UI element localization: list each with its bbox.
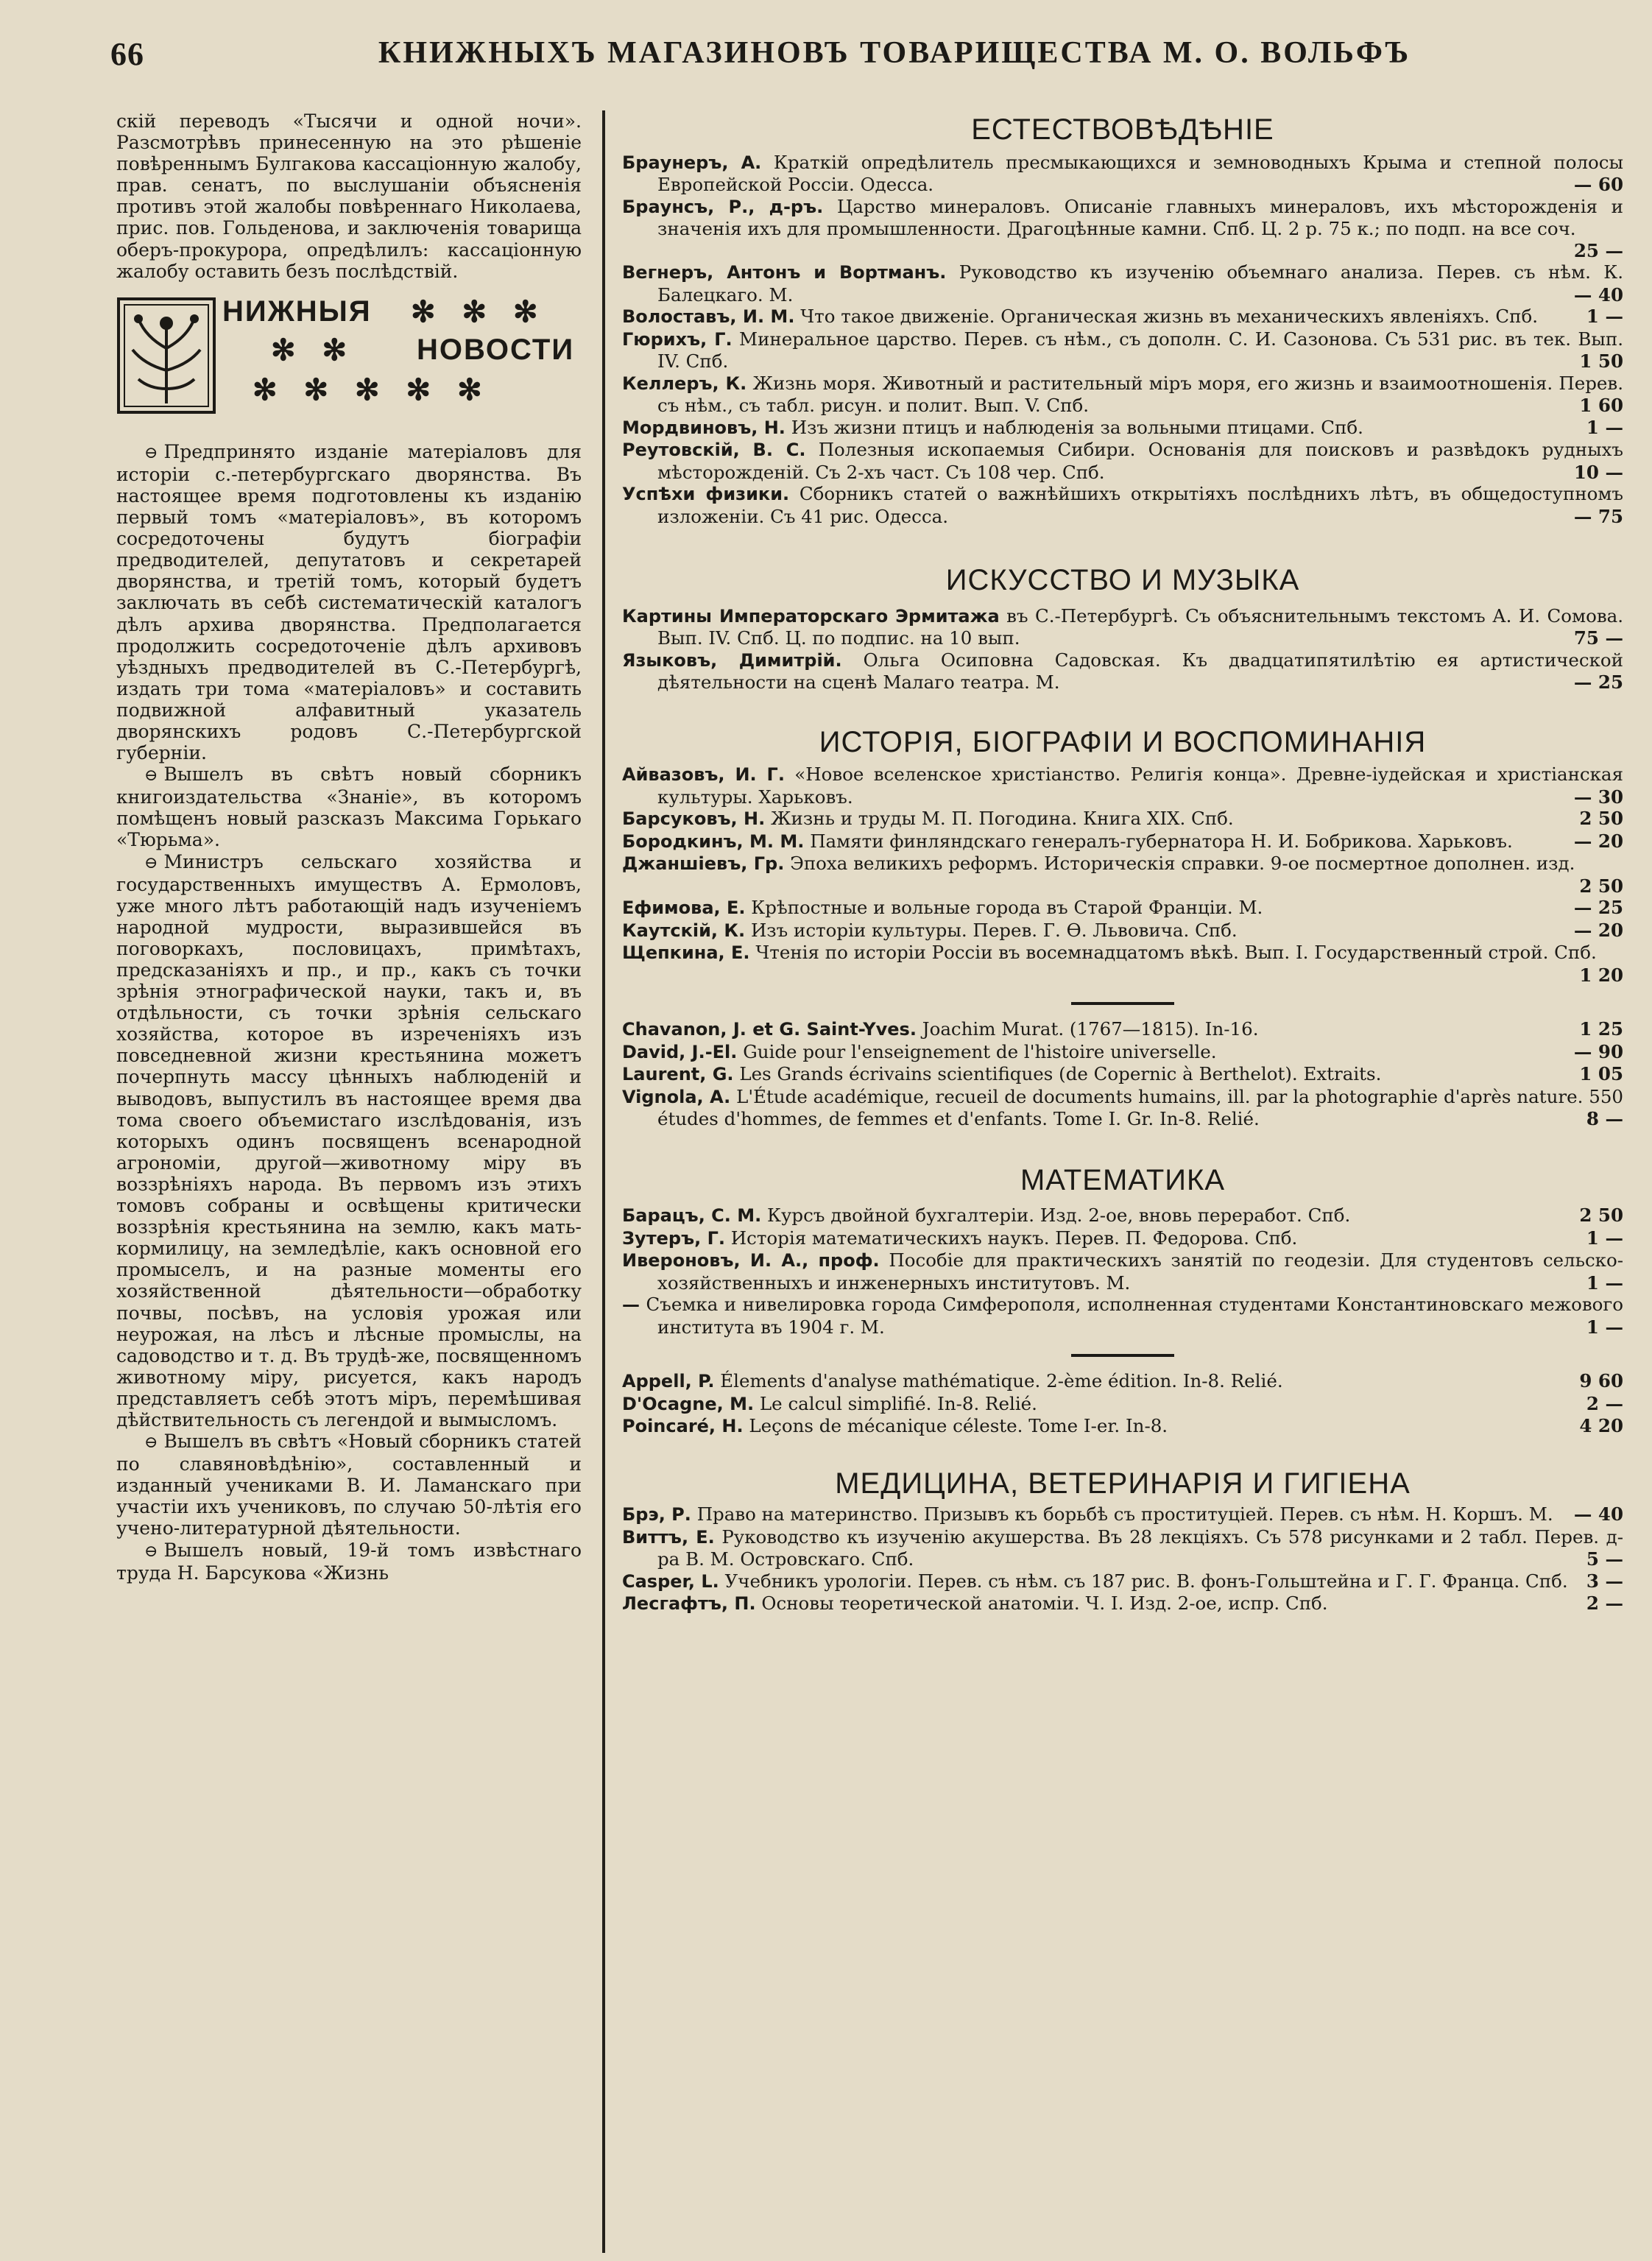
entry-author: Вегнеръ, Антонъ и Вортманъ. <box>622 262 947 283</box>
catalog-entry <box>622 196 1623 262</box>
entry-price: — 75 <box>1573 505 1623 527</box>
catalog-entry <box>622 763 1623 808</box>
entry-author: Каутскій, К. <box>622 920 746 941</box>
catalog-entry <box>622 1415 1623 1438</box>
entry-author: Лесгафтъ, П. <box>622 1593 756 1614</box>
running-title: КНИЖНЫХЪ МАГАЗИНОВЪ ТОВАРИЩЕСТВА М. О. ВОЛЬФЪ <box>378 36 1411 70</box>
news-item: ⊖ Вышелъ въ свѣтъ новый сборникъ книгоиздательства «Знаніе», въ которомъ помѣщенъ новый разсказъ Максима Горькаго «Тюрьма». <box>116 763 582 851</box>
entry-author: Ивероновъ, И. А., проф. <box>622 1250 880 1271</box>
catalog-entry <box>622 1503 1623 1526</box>
entry-title: Полезныя ископаемыя Сибири. Основанія для поисковъ и развѣдокъ рудныхъ мѣсторожденій. Съ 2-хъ част. Съ 108 чер. Спб. <box>657 439 1623 483</box>
entry-title: «Новое вселенское христіанство. Религія конца». Древне-іудейская и христіанская культуры. Харьковъ. <box>657 763 1623 808</box>
entry-author: Брэ, Р. <box>622 1504 691 1525</box>
news-bullet-icon: ⊖ <box>144 853 158 872</box>
entry-price: — 20 <box>1573 919 1623 941</box>
entry-title: Основы теоретической анатоміи. Ч. I. Изд. 2-ое, испр. Спб. <box>761 1592 1328 1614</box>
entry-price: 1 — <box>1586 1316 1623 1338</box>
news-bullet-icon: ⊖ <box>144 1542 158 1561</box>
entry-price: 9 60 <box>1579 1370 1623 1391</box>
court-report-paragraph: скій переводъ «Тысячи и одной ночи». Разсмотрѣвъ принесенную на это рѣшеніе повѣреннымъ Булгакова кассаціонную жалобу, прав. сенатъ, по выслушаніи объясненія противъ этой жалобы повѣреннаго Николаева, прис. пов. Гольденова, и заключенія товарища оберъ-прокурора, опредѣлилъ: кассаціонную жалобу оставить безъ послѣдствій. <box>116 110 582 282</box>
entry-author: D'Ocagne, M. <box>622 1393 755 1414</box>
entry-title: Joachim Murat. (1767—1815). In-16. <box>922 1018 1259 1040</box>
entry-title: Leçons de mécanique céleste. Tome I-er. In-8. <box>749 1415 1168 1436</box>
catalog-entry <box>622 853 1623 897</box>
entry-author: Casper, L. <box>622 1570 719 1592</box>
entry-price: 3 — <box>1586 1570 1623 1592</box>
entry-price: — 25 <box>1573 897 1623 918</box>
entry-price: — 40 <box>1573 283 1623 306</box>
entry-title: Изъ исторіи культуры. Перев. Г. Ѳ. Львовича. Спб. <box>750 919 1238 941</box>
entry-title: Сборникъ статей о важнѣйшихъ открытіяхъ послѣднихъ лѣтъ, въ общедоступномъ изложеніи. Съ 41 рис. Одесса. <box>657 483 1623 527</box>
catalog-entry <box>622 897 1623 920</box>
entry-price: 2 50 <box>1579 1204 1623 1226</box>
news-item: ⊖ Министръ сельскаго хозяйства и государственныхъ имуществъ А. Ермоловъ, уже много лѣтъ работающій надъ изученіемъ народной мудрости, выразившейся въ поговоркахъ, пословицахъ, примѣтахъ, предсказаніяхъ и пр., и пр., какъ съ точки зрѣнія этнографической науки, такъ и, въ отдѣльности, съ точки зрѣнія сельскаго хозяйства, которое въ изреченіяхъ изъ повседневной жизни крестьянина можетъ почерпнуть массу цѣнныхъ наблюденій и выводовъ, выпустилъ въ настоящее время два тома своего объемистаго изслѣдованія, изъ которыхъ одинъ посвященъ всенародной агрономіи, другой—животному міру въ воззрѣніяхъ народа. Въ первомъ изъ этихъ томовъ собраны и освѣщены критически воззрѣнія крестьянина на землю, какъ мать-кормилицу, на земледѣліе, какъ основной его промыселъ, и на разные моменты его хозяйственной дѣятельности—обработку почвы, посѣвъ, на условія урожая или неурожая, на лѣсъ и лѣсные промыслы, на садоводство и т. д. Въ трудѣ-же, посвященномъ животному міру, рисуется, какъ народъ представляетъ себѣ этотъ міръ, перемѣшивая дѣйствительность съ легендой и вымысломъ. <box>116 850 582 1431</box>
news-bullet-icon: ⊖ <box>144 1433 158 1453</box>
entry-author: Картины Императорскаго Эрмитажа <box>622 605 1000 627</box>
catalog-entry <box>622 1393 1623 1416</box>
entry-author: Chavanon, J. et G. Saint-Yves. <box>622 1019 917 1040</box>
entry-price: 1 20 <box>1579 964 1623 986</box>
entry-title: Крѣпостные и вольные города въ Старой Франціи. М. <box>751 897 1263 918</box>
entry-price: — 25 <box>1573 671 1623 693</box>
entry-price: 1 — <box>1586 416 1623 438</box>
catalog-entry <box>622 373 1623 417</box>
entry-price: 75 — <box>1573 627 1623 649</box>
entry-title: Минеральное царство. Перев. съ нѣм., съ дополн. С. И. Сазонова. Съ 531 рис. въ тек. Вып. IV. Спб. <box>657 328 1623 372</box>
entry-author: Ефимова, Е. <box>622 897 746 918</box>
entry-author: Laurent, G. <box>622 1064 734 1084</box>
entry-title: Что такое движеніе. Органическая жизнь въ механическихъ явленіяхъ. Спб. <box>800 306 1538 327</box>
entry-price: 1 60 <box>1579 395 1623 416</box>
entry-title: Жизнь и труды М. П. Погодина. Книга XIX. Спб. <box>771 808 1234 829</box>
entry-title: Изъ жизни птицъ и наблюденія за вольными птицами. Спб. <box>791 416 1363 438</box>
catalog-entry <box>622 942 1623 986</box>
catalog-entry <box>622 1370 1623 1393</box>
entry-title: Élements d'analyse mathématique. 2-ème édition. In-8. Relié. <box>720 1370 1283 1391</box>
entry-title: Ольга Осиповна Садовская. Къ двадцатипятилѣтію ея артистической дѣятельности на сценѣ Малаго театра. М. <box>657 649 1623 693</box>
news-column <box>116 110 582 1584</box>
entry-author: Appell, P. <box>622 1371 715 1391</box>
entry-price: — 90 <box>1573 1040 1623 1062</box>
section-divider <box>1071 1354 1174 1357</box>
entry-title: L'Étude académique, recueil de documents humains, ill. par la photographie d'après nature. 550 études d'hommes, de femmes et d'enfants. Tome I. Gr. In-8. Relié. <box>657 1085 1624 1129</box>
entry-author: Барацъ, С. М. <box>622 1205 762 1226</box>
catalog-entry <box>622 328 1623 373</box>
entry-price: 1 — <box>1586 1227 1623 1249</box>
entry-price: — 60 <box>1573 174 1623 195</box>
entry-author: Келлеръ, К. <box>622 373 747 394</box>
entry-title: Руководство къ изученію акушерства. Въ 28 лекціяхъ. Съ 578 рисунками и 2 табл. Перев. д-ра В. М. Островскаго. Спб. <box>657 1525 1623 1570</box>
section-heading: МАТЕМАТИКА <box>1020 1163 1226 1196</box>
catalog-entry <box>622 830 1623 853</box>
entry-title: Les Grands écrivains scientifiques (de Copernic à Berthelot). Extraits. <box>739 1063 1382 1084</box>
entry-price: 1 — <box>1586 1271 1623 1294</box>
catalog-entry <box>622 152 1623 196</box>
catalog-entry <box>622 649 1623 694</box>
entry-author: Реутовскій, В. С. <box>622 440 806 460</box>
entry-author: Барсуковъ, Н. <box>622 808 766 829</box>
catalog-entry <box>622 417 1623 440</box>
entry-author: Джаншіевъ, Гр. <box>622 853 785 874</box>
entry-price: 1 05 <box>1579 1063 1623 1084</box>
catalog-entry <box>622 605 1623 649</box>
entry-title: въ С.-Петербургѣ. Съ объяснительнымъ текстомъ А. И. Сомова. Вып. IV. Спб. Ц. по подпис. на 10 вып. <box>657 604 1624 649</box>
catalog-entry <box>622 1526 1623 1570</box>
entry-price: 2 — <box>1586 1392 1623 1414</box>
entry-price: 2 50 <box>1579 875 1623 897</box>
masthead-word-2: НОВОСТИ <box>417 333 575 366</box>
book-news-masthead <box>116 294 582 422</box>
entry-title: Эпоха великихъ реформъ. Историческія справки. 9-ое посмертное дополнен. изд. <box>790 853 1575 874</box>
news-bullet-icon: ⊖ <box>144 766 158 786</box>
entry-price: 1 — <box>1586 306 1623 327</box>
page-number: 66 <box>110 36 144 72</box>
entry-author: Виттъ, Е. <box>622 1526 715 1548</box>
entry-title: Чтенія по исторіи Россіи въ восемнадцатомъ вѣкѣ. Вып. I. Государственный строй. Спб. <box>755 942 1597 963</box>
catalog-entry <box>622 483 1623 527</box>
entry-title: Право на материнство. Призывъ къ борьбѣ съ проституціей. Перев. съ нѣм. Н. Коршъ. М. <box>696 1503 1553 1525</box>
entry-title: Le calcul simplifié. In-8. Relié. <box>759 1392 1037 1414</box>
entry-author: Poincaré, H. <box>622 1416 744 1436</box>
entry-price: 1 25 <box>1579 1018 1623 1040</box>
entry-title: Пособіе для практическихъ занятій по геодезіи. Для студентовъ сельско-хозяйственныхъ и инженерныхъ институтовъ. М. <box>657 1249 1624 1294</box>
catalog-entry <box>622 1041 1623 1064</box>
entry-title: Руководство къ изученію объемнаго анализа. Перев. съ нѣм. К. Балецкаго. М. <box>657 261 1623 306</box>
news-bullet-icon: ⊖ <box>144 443 158 462</box>
entry-title: Учебникъ урологіи. Перев. съ нѣм. съ 187 рис. В. фонъ-Гольштейна и Г. Г. Франца. Спб. <box>724 1570 1568 1592</box>
entry-title: Краткій опредѣлитель пресмыкающихся и земноводныхъ Крыма и степной полосы Европейской Россіи. Одесса. <box>657 151 1623 195</box>
entry-price: 25 — <box>1573 239 1623 261</box>
news-item: ⊖ Предпринято изданіе матеріаловъ для исторіи с.-петербургскаго дворянства. Въ настоящее время подготовлены къ изданію первый томъ «матеріаловъ», въ которомъ сосредоточены будутъ біографіи предводителей, депутатовъ и секретарей дворянства, и третій томъ, который будетъ заключать въ себѣ систематическій каталогъ дѣлъ архива дворянства. Предполагается продолжить сосредоточеніе дѣлъ архивовъ уѣздныхъ предводителей въ С.-Петербургѣ, издать три тома «матеріаловъ» и составить подвижной алфавитный указатель дворянскихъ родовъ С.-Петербургской губерніи. <box>116 440 582 764</box>
section-heading: МЕДИЦИНА, ВЕТЕРИНАРІЯ И ГИГІЕНА <box>835 1467 1411 1500</box>
entry-author: Зутеръ, Г. <box>622 1227 725 1249</box>
entry-price: 2 50 <box>1579 808 1623 829</box>
entry-price: 2 — <box>1586 1592 1623 1614</box>
section-heading: ИСТОРІЯ, БІОГРАФІИ И ВОСПОМИНАНІЯ <box>819 725 1427 758</box>
entry-price: 10 — <box>1573 461 1623 483</box>
news-item: ⊖ Вышелъ новый, 19-й томъ извѣстнаго труда Н. Барсукова «Жизнь <box>116 1539 582 1584</box>
entry-price: — 40 <box>1573 1503 1623 1525</box>
column-rule <box>602 110 605 2253</box>
news-item: ⊖ Вышелъ въ свѣтъ «Новый сборникъ статей по славяновѣдѣнію», составленный и изданный учениками В. И. Ламанскаго при участіи ихъ учениковъ, по случаю 50-лѣтія его учено-литературной дѣятельности. <box>116 1431 582 1539</box>
catalog-entry <box>622 1592 1623 1615</box>
section-divider <box>1071 1002 1174 1005</box>
catalog-entry <box>622 1227 1623 1250</box>
catalog-entry <box>622 261 1623 306</box>
entry-price: 4 20 <box>1579 1415 1623 1436</box>
entry-author: Браунеръ, А. <box>622 152 762 173</box>
catalog-entry <box>622 1294 1623 1338</box>
entry-title: Guide pour l'enseignement de l'histoire universelle. <box>743 1040 1217 1062</box>
catalog-entry <box>622 1249 1623 1294</box>
entry-author: Vignola, A. <box>622 1086 731 1107</box>
entry-price: 8 — <box>1586 1108 1623 1129</box>
entry-author: Бородкинъ, М. М. <box>622 830 805 852</box>
entry-title: Съемка и нивелировка города Симферополя, исполненная студентами Константиновскаго межового института въ 1904 г. М. <box>646 1294 1623 1338</box>
entry-author: Мордвиновъ, Н. <box>622 417 786 438</box>
section-heading: ИСКУССТВО И МУЗЫКА <box>945 564 1300 596</box>
entry-author: Айвазовъ, И. Г. <box>622 764 785 785</box>
catalog-entry <box>622 306 1623 328</box>
entry-author: Успѣхи физики. <box>622 484 790 504</box>
masthead-word-1: НИЖНЫЯ <box>222 294 372 328</box>
entry-title: Курсъ двойной бухгалтеріи. Изд. 2-ое, вновь переработ. Спб. <box>767 1204 1351 1226</box>
entry-author: Щепкина, Е. <box>622 942 750 963</box>
entry-author: David, J.-El. <box>622 1041 738 1062</box>
floral-ornament-icon <box>116 297 216 415</box>
catalog-entry <box>622 1018 1623 1041</box>
entry-title: Жизнь моря. Животный и растительный міръ моря, его жизнь и взаимоотношенія. Перев. съ нѣм., съ табл. рисун. и полит. Вып. V. Спб. <box>657 372 1624 416</box>
entry-price: 1 50 <box>1579 350 1623 372</box>
catalog-entry <box>622 1570 1623 1593</box>
entry-author: Языковъ, Димитрій. <box>622 649 842 671</box>
catalog-entry <box>622 808 1623 830</box>
catalog-entry <box>622 1204 1623 1227</box>
catalog-entry <box>622 920 1623 942</box>
catalog-column <box>622 110 1623 1615</box>
section-heading: ЕСТЕСТВОВѢДѢНІЕ <box>971 113 1274 146</box>
entry-price: — 20 <box>1573 830 1623 852</box>
entry-title: Памяти финляндскаго генералъ-губернатора Н. И. Бобрикова. Харьковъ. <box>810 830 1513 852</box>
entry-author: — <box>622 1294 640 1315</box>
entry-author: Волоставъ, И. М. <box>622 306 795 327</box>
catalog-entry <box>622 439 1623 483</box>
entry-title: Исторія математическихъ наукъ. Перев. П. Федорова. Спб. <box>730 1227 1298 1249</box>
masthead-stars-3: ✻✻✻✻✻ <box>253 372 509 407</box>
masthead-stars-2: ✻✻ <box>271 332 374 367</box>
catalog-entry <box>622 1086 1623 1130</box>
entry-price: — 30 <box>1573 786 1623 808</box>
entry-author: Браунсъ, Р., д-ръ. <box>622 196 824 217</box>
catalog-entry <box>622 1063 1623 1086</box>
entry-author: Гюрихъ, Г. <box>622 328 733 350</box>
entry-title: Царство минераловъ. Описаніе главныхъ минераловъ, ихъ мѣсторожденія и значенія ихъ для промышленности. Драгоцѣнные камни. Спб. Ц. 2 р. 75 к.; по подп. на все соч. <box>657 195 1623 239</box>
masthead-stars-1: ✻✻✻ <box>411 294 565 329</box>
entry-price: 5 — <box>1586 1548 1623 1570</box>
